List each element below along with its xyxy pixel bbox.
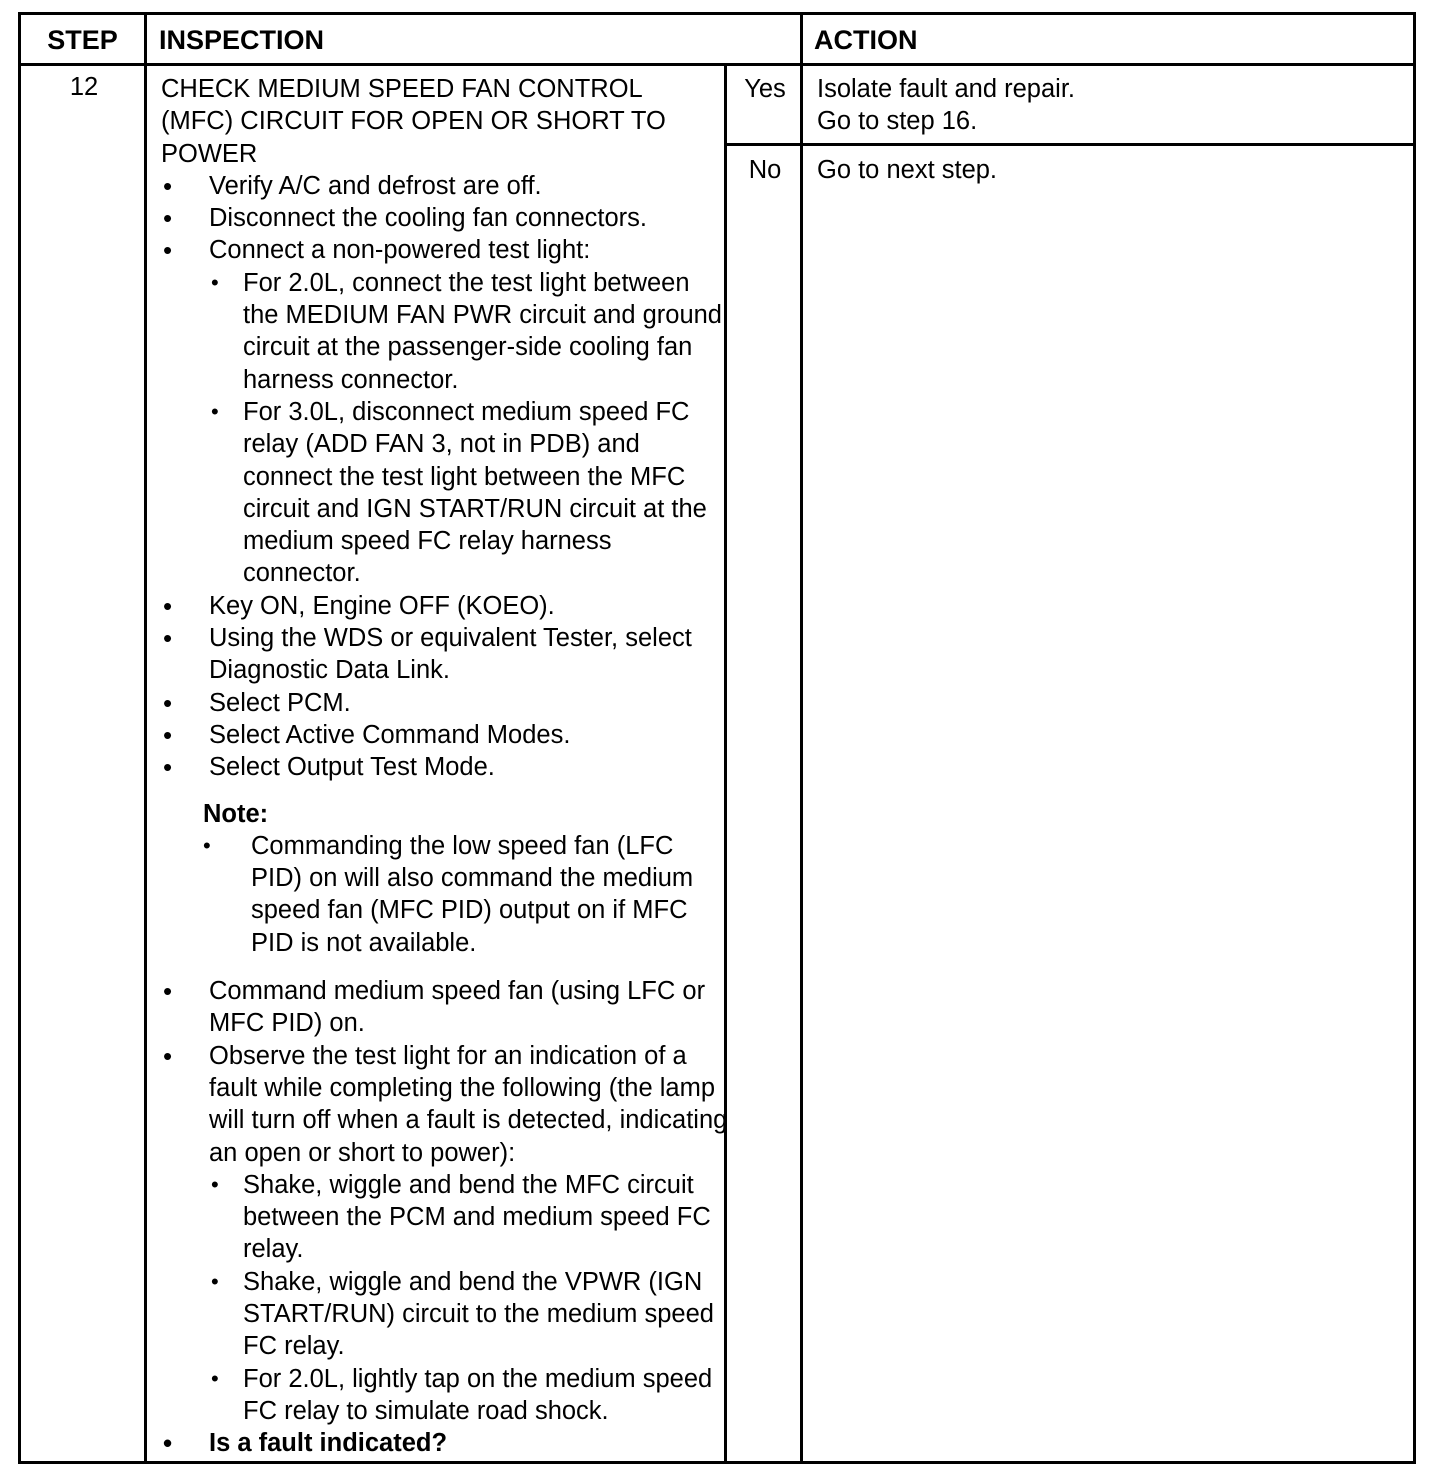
- answer-yes: Yes: [744, 75, 786, 103]
- list-item: • Using the WDS or equivalent Tester, select Diagnostic Data Link.: [161, 622, 731, 687]
- inspection-question: • Is a fault indicated?: [161, 1427, 731, 1459]
- list-item: • Disconnect the cooling fan connectors.: [161, 202, 731, 234]
- inspection-cell: [161, 73, 731, 1459]
- answer-no: No: [748, 156, 782, 184]
- list-item: • Verify A/C and defrost are off.: [161, 170, 731, 202]
- action-no: Go to next step.: [817, 156, 998, 184]
- diagnostic-table: [18, 12, 1416, 1464]
- sub-list-item: • For 3.0L, disconnect medium speed FC relay (ADD FAN 3, not in PDB) and connect the test light between the MFC circuit and IGN START/RUN circuit at the medium speed FC relay harness connector.: [161, 396, 731, 590]
- sub-list-item: • For 2.0L, connect the test light between the MEDIUM FAN PWR circuit and ground circuit at the passenger-side cooling fan harness connector.: [161, 267, 731, 396]
- list-item: • Select PCM.: [161, 687, 731, 719]
- list-item: • Key ON, Engine OFF (KOEO).: [161, 590, 731, 622]
- header-step: STEP: [47, 25, 118, 55]
- divider-answer-action: [800, 15, 803, 1461]
- header-inspection: INSPECTION: [159, 25, 325, 55]
- note-item: • Commanding the low speed fan (LFC PID) on will also command the medium speed fan (MFC PID) output on if MFC PID is not available.: [161, 830, 731, 959]
- step-number: 12: [69, 73, 99, 101]
- note-heading: Note:: [203, 799, 269, 828]
- list-item: • Select Output Test Mode.: [161, 751, 731, 783]
- inspection-title: CHECK MEDIUM SPEED FAN CONTROL (MFC) CIRCUIT FOR OPEN OR SHORT TO POWER: [161, 75, 666, 168]
- sub-list-item: • Shake, wiggle and bend the VPWR (IGN START/RUN) circuit to the medium speed FC relay.: [161, 1266, 731, 1363]
- list-item: • Command medium speed fan (using LFC or MFC PID) on.: [161, 975, 731, 1040]
- list-item: • Select Active Command Modes.: [161, 719, 731, 751]
- header-action: ACTION: [814, 25, 918, 55]
- divider-step-inspection: [144, 15, 147, 1461]
- list-item: • Observe the test light for an indication of a fault while completing the following (the lamp will turn off when a fault is detected, indicating an open or short to power):: [161, 1040, 731, 1169]
- yes-no-divider: [724, 143, 1413, 146]
- list-item: • Connect a non-powered test light:: [161, 234, 731, 266]
- action-yes: Isolate fault and repair. Go to step 16.: [817, 75, 1076, 136]
- sub-list-item: • Shake, wiggle and bend the MFC circuit between the PCM and medium speed FC relay.: [161, 1169, 731, 1266]
- sub-list-item: • For 2.0L, lightly tap on the medium speed FC relay to simulate road shock.: [161, 1363, 731, 1428]
